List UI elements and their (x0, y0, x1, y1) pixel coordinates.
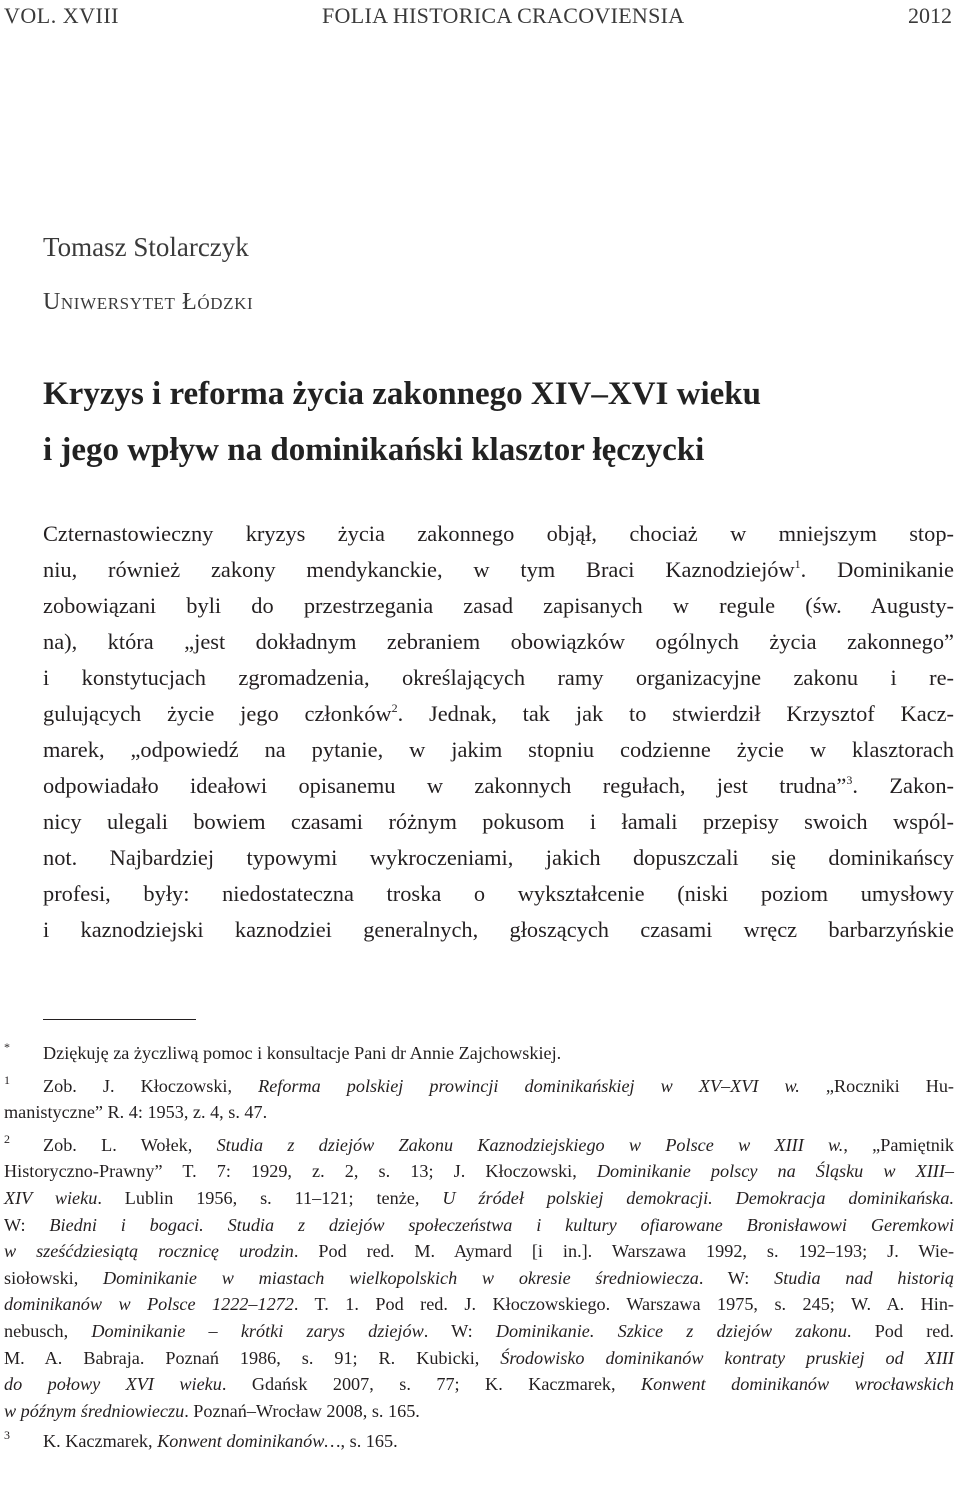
footnote-italic: Studia nad historią (774, 1267, 955, 1288)
body-line (43, 696, 954, 732)
footnote-text: W: (4, 1214, 50, 1235)
footnote-italic: Dominikanie – krótki zarys dziejów (91, 1320, 424, 1341)
body-line: Czternastowieczny kryzys życia zakonnego objął, chociaż w mniejszym stop- (43, 521, 954, 546)
footnote-ref-2[interactable]: 2 (391, 701, 398, 715)
footnote-line (0, 1185, 954, 1212)
journal-title: FOLIA HISTORICA CRACOVIENSIA (322, 3, 685, 28)
footnote-italic: Dominikanie. Szkice z dziejów zakonu (495, 1320, 847, 1341)
footnote-italic: Biedni i bogaci. Studia z dziejów społeczeństwa i kultury ofiarowane Bronisławowi Geremkowi (49, 1214, 955, 1235)
body-line (43, 552, 954, 588)
body-line: nicy ulegali bowiem czasami różnym pokusom i łamali przepisy swoich wspól- (43, 809, 954, 834)
footnote-text: M. A. Babraja. Poznań 1986, s. 91; R. Kubicki, (4, 1347, 501, 1368)
footnote-ref-3[interactable]: 3 (846, 773, 853, 787)
footnote-line (0, 1265, 954, 1292)
body-line: not. Najbardziej typowymi wykroczeniami, jakich dopuszczali się dominikańscy (43, 845, 954, 870)
footnote-text: . Pod red. M. Aymard [i in.]. Warszawa 1992, s. 192–193; J. Wie- (293, 1241, 955, 1262)
body-paragraph (43, 516, 954, 948)
footnote-italic: Środowisko dominikanów kontraty pruskiej od XIII (500, 1347, 954, 1368)
footnote-text: , „Pamiętnik (843, 1134, 955, 1155)
footnote-text: Historyczno-Prawny” T. 7: 1929, z. 2, s. 13; J. Kłoczowski, (4, 1161, 597, 1182)
body-line: profesi, były: niedostateczna troska o wykształcenie (niski poziom umysłowy (43, 881, 954, 906)
footnote-text: Dziękuję za życzliwą pomoc i konsultacje Pani dr Annie Zajchowskiej. (43, 1043, 562, 1063)
footnote-italic: XIV wieku (4, 1187, 98, 1208)
footnote-3 (0, 1428, 954, 1455)
footnote-text: siołowski, (4, 1267, 104, 1288)
footnote-text: . W: (423, 1320, 496, 1341)
body-text-run: odpowiadało ideałowi opisanemu w zakonnych regułach, jest trudna” (43, 773, 847, 798)
footnote-line (0, 1371, 954, 1398)
body-text-run: . Zakon- (852, 773, 954, 798)
footnote-text: , s. 165. (340, 1431, 398, 1452)
footnote-2 (0, 1132, 954, 1425)
footnote-line (0, 1318, 954, 1345)
footnote-line: 1 Zob. J. Kłoczowski, Reforma polskiej prowincji dominikańskiej w XV–XVI w. „Roczniki Hu- (4, 1072, 954, 1096)
footnote-line: manistyczne” R. 4: 1953, z. 4, s. 47. (4, 1102, 268, 1123)
footnote-italic: dominikanów w Polsce 1222–1272 (4, 1294, 294, 1315)
body-line: marek, „odpowiedź na pytanie, w jakim stopniu codzienne życie w klasztorach (43, 737, 954, 762)
author-name: Tomasz Stolarczyk (43, 232, 249, 262)
title-line-2: i jego wpływ na dominikański klasztor łęczycki (43, 432, 705, 468)
volume-label: VOL. XVIII (4, 3, 119, 28)
footnote-italic: Reforma polskiej prowincji dominikańskiej w XV–XVI w. (258, 1075, 800, 1096)
footnote-italic: do połowy XVI wieku (4, 1374, 222, 1395)
footnote-line (0, 1345, 954, 1372)
title-line-1: Kryzys i reforma życia zakonnego XIV–XVI wieku (43, 376, 761, 412)
footnote-line (0, 1398, 954, 1425)
footnote-italic: Dominikanie w miastach wielkopolskich w okresie średniowiecza (103, 1267, 699, 1288)
footnote-line: 2 Zob. L. Wołek, Studia z dziejów Zakonu Kaznodziejskiego w Polsce w XIII w., „Pamiętnik (4, 1131, 955, 1155)
footnote-text: . Pod red. (846, 1320, 954, 1341)
footnote-italic: w sześćdziesiątą rocznicę urodzin (4, 1241, 294, 1262)
footnote-text: nebusch, (4, 1320, 92, 1341)
footnote-text: „Roczniki Hu- (799, 1075, 954, 1096)
year-label: 2012 (908, 3, 952, 28)
body-text-run: . Jednak, tak jak to stwierdził Krzysztof Kacz- (397, 701, 954, 726)
body-line (43, 768, 954, 804)
footnote-line: * Dziękuję za życzliwą pomoc i konsultacje Pani dr Annie Zajchowskiej. (4, 1040, 562, 1063)
footnote-line: 3 K. Kaczmarek, Konwent dominikanów…, s. 165. (4, 1428, 398, 1452)
footnote-text: . T. 1. Pod red. J. Kłoczowskiego. Warszawa 1975, s. 245; W. A. Hin- (293, 1294, 954, 1315)
footnote-line (0, 1212, 954, 1239)
footnote-line (0, 1238, 954, 1265)
footnote-text: . W: (698, 1267, 775, 1288)
footnote-line (0, 1158, 954, 1185)
footnote-text: K. Kaczmarek, (43, 1431, 158, 1452)
author-affiliation: Uniwersytet Łódzki (43, 289, 254, 315)
body-text-run: niu, również zakony mendykanckie, w tym Braci Kaznodziejów (43, 557, 795, 582)
footnote-1 (0, 1073, 954, 1126)
footnote-line (0, 1291, 954, 1318)
footnote-italic: w późnym średniowieczu (4, 1400, 185, 1421)
body-text-run: gulujących życie jego członków (43, 701, 392, 726)
body-line: na), która „jest dokładnym zebraniem obowiązków ogólnych życia zakonnego” (43, 629, 954, 654)
body-text-run: . Dominikanie (800, 557, 954, 582)
footnote-italic: Konwent dominikanów… (157, 1431, 341, 1452)
footnote-acknowledgement (0, 1040, 954, 1067)
body-line: i kaznodziejski kaznodziei generalnych, głoszących czasami wręcz barbarzyńskie (43, 917, 954, 942)
footnote-text: Zob. J. Kłoczowski, (43, 1075, 259, 1096)
footnote-text: . Poznań–Wrocław 2008, s. 165. (184, 1400, 420, 1421)
running-head (0, 2, 952, 32)
footnotes (0, 1040, 954, 1455)
body-line: i konstytucjach zgromadzenia, określających ramy organizacyjne zakonu i re- (43, 665, 954, 690)
footnote-text: . Gdańsk 2007, s. 77; K. Kaczmarek, (221, 1374, 642, 1395)
body-line: zobowiązani byli do przestrzegania zasad zapisanych w regule (św. Augusty- (43, 593, 954, 618)
footnote-text: . Lublin 1956, s. 11–121; tenże, (97, 1187, 443, 1208)
footnote-text: Zob. L. Wołek, (43, 1134, 217, 1155)
footnote-separator (43, 1019, 196, 1020)
footnote-italic: Studia z dziejów Zakonu Kaznodziejskiego w Polsce w XIII w. (216, 1134, 844, 1155)
footnote-italic: Konwent dominikanów wrocławskich (641, 1374, 954, 1395)
footnote-italic: Dominikanie polscy na Śląsku w XIII– (596, 1161, 954, 1182)
article-title (43, 366, 943, 478)
footnote-italic: U źródeł polskiej demokracji. Demokracja dominikańska. (442, 1187, 955, 1208)
footnote-ref-1[interactable]: 1 (794, 557, 801, 571)
